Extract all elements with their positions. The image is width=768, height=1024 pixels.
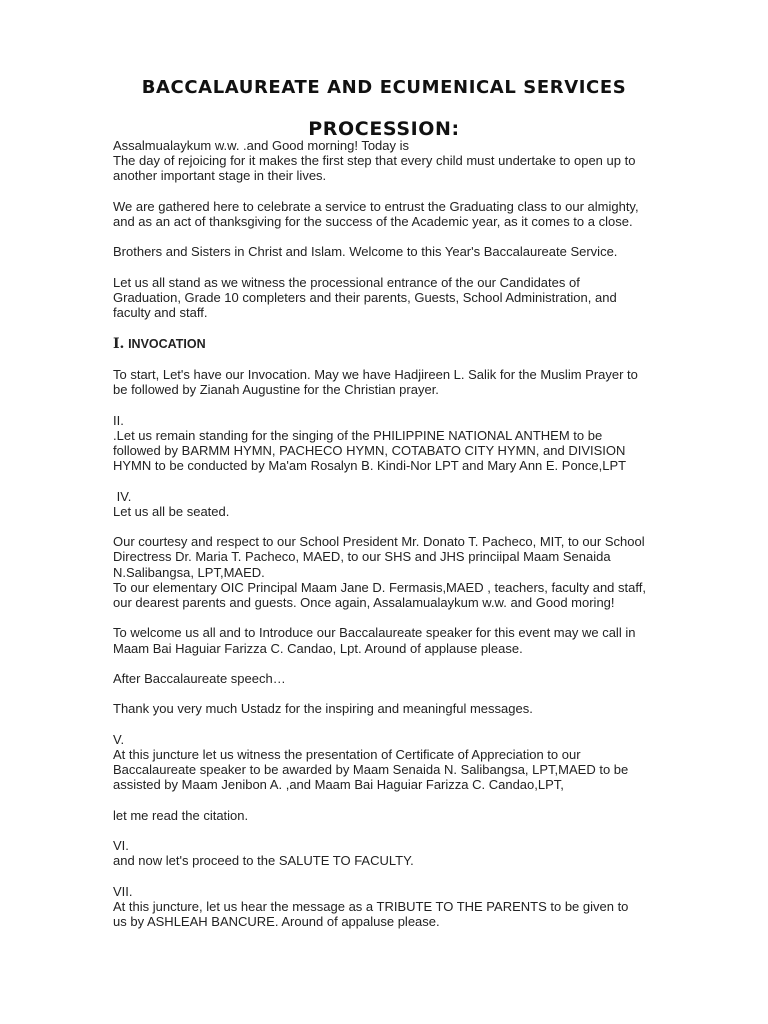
text-line: HYMN to be conducted by Ma'am Rosalyn B. Kindi-Nor LPT and Mary Ann E. Ponce,LPT (113, 458, 627, 474)
text-line: VII. (113, 883, 133, 899)
paragraph-welcome (113, 244, 673, 259)
paragraph-tribute (113, 884, 673, 930)
text-line: Our courtesy and respect to our School President Mr. Donato T. Pacheco, MIT, to our School (113, 534, 645, 550)
paragraph-after-speech (113, 671, 673, 686)
text-line: To welcome us all and to Introduce our Baccalaureate speaker for this event may we call in (113, 625, 636, 641)
paragraph-invocation (113, 367, 673, 397)
text-line: VI. (113, 838, 129, 854)
paragraph-certificate (113, 732, 673, 793)
section-label: INVOCATION (128, 336, 206, 351)
paragraph-courtesy (113, 534, 673, 610)
text-line: To start, Let's have our Invocation. May we have Hadjireen L. Salik for the Muslim Prayer to (113, 366, 638, 382)
text-line: At this juncture, let us hear the message as a TRIBUTE TO THE PARENTS to be given to (113, 898, 629, 914)
text-line: be followed by Zianah Augustine for the Christian prayer. (113, 382, 439, 398)
text-line: us by ASHLEAH BANCURE. Around of appaluse please. (113, 914, 440, 930)
text-line: and now let's proceed to the SALUTE TO FACULTY. (113, 853, 414, 869)
text-line: Brothers and Sisters in Christ and Islam. Welcome to this Year's Baccalaureate Service. (113, 244, 618, 260)
paragraph-thanks (113, 701, 673, 716)
text-line: our dearest parents and guests. Once again, Assalamualaykum w.w. and Good moring! (113, 594, 615, 610)
paragraph-anthem (113, 413, 673, 474)
text-line: Graduation, Grade 10 completers and their parents, Guests, School Administration, and (113, 289, 617, 305)
text-line: Let us all stand as we witness the processional entrance of the our Candidates of (113, 274, 580, 290)
text-line: followed by BARMM HYMN, PACHECO HYMN, COTABATO CITY HYMN, and DIVISION (113, 442, 626, 458)
document-body (113, 138, 673, 929)
text-line: Maam Bai Haguiar Farizza C. Candao, Lpt. Around of applause please. (113, 640, 523, 656)
paragraph-salute (113, 838, 673, 868)
text-line: and as an act of thanksgiving for the success of the Academic year, as it comes to a close. (113, 214, 633, 229)
text-line: II. (113, 412, 124, 428)
paragraph-speaker-intro (113, 625, 673, 655)
text-line: To our elementary OIC Principal Maam Jane D. Fermasis,MAED , teachers, faculty and staff, (113, 579, 646, 595)
text-line: assisted by Maam Jenibon A. ,and Maam Bai Haguiar Farizza C. Candao,LPT, (113, 777, 564, 793)
text-line: .Let us remain standing for the singing of the PHILIPPINE NATIONAL ANTHEM to be (113, 427, 603, 443)
text-line: N.Salibangsa, LPT,MAED. (113, 564, 265, 580)
text-line: let me read the citation. (113, 807, 249, 823)
text-line: We are gathered here to celebrate a service to entrust the Graduating class to our almighty, (113, 198, 639, 214)
text-line: faculty and staff. (113, 305, 208, 321)
text-line: After Baccalaureate speech… (113, 670, 286, 686)
text-line: At this juncture let us witness the presentation of Certificate of Appreciation to our (113, 746, 581, 762)
section-heading-invocation (113, 336, 673, 352)
text-line: Baccalaureate speaker to be awarded by Maam Senaida N. Salibangsa, LPT,MAED to be (113, 762, 629, 778)
paragraph-seated (113, 489, 673, 519)
text-line: IV. (113, 488, 132, 504)
document-title: BACCALAUREATE AND ECUMENICAL SERVICES (141, 77, 627, 98)
text-line: Assalmualaykum w.w. .and Good morning! Today is (113, 138, 410, 153)
text-line: Thank you very much Ustadz for the inspiring and meaningful messages. (113, 701, 533, 717)
text-line: Directress Dr. Maria T. Pacheco, MAED, to our SHS and JHS princiipal Maam Senaida (113, 549, 611, 565)
section-number: I. (113, 335, 125, 352)
paragraph-greeting (113, 138, 673, 184)
text-line: Let us all be seated. (113, 503, 230, 519)
text-line: V. (113, 731, 125, 747)
document-subtitle: PROCESSION: (308, 118, 460, 140)
paragraph-procession (113, 275, 673, 321)
paragraph-citation (113, 808, 673, 823)
text-line: The day of rejoicing for it makes the first step that every child must undertake to open up to (113, 153, 636, 169)
text-line: another important stage in their lives. (113, 168, 327, 184)
paragraph-purpose (113, 199, 673, 229)
